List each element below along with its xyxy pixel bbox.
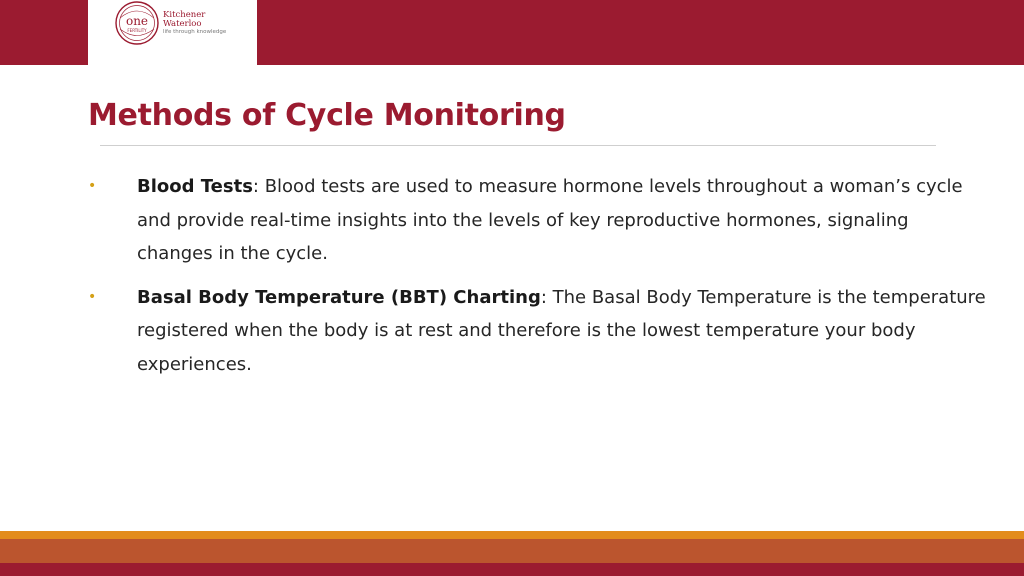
logo-tagline: life through knowledge <box>163 29 227 35</box>
logo-sub-wordmark: FERTILITY <box>127 28 147 33</box>
footer-stripe-rust <box>0 539 1024 563</box>
logo-city-line2: Waterloo <box>163 19 202 29</box>
title-divider <box>100 145 936 146</box>
bullet-term: Blood Tests <box>137 176 253 197</box>
bullet-text: : Blood tests are used to measure hormone levels throughout a woman’s cycle and provide real-time insights into the levels of key reproductive hormones, signaling changes in the cycle. <box>137 176 963 264</box>
logo-text <box>163 11 226 36</box>
bullet-item-bbt-charting <box>88 281 988 382</box>
slide-title: Methods of Cycle Monitoring <box>88 98 566 133</box>
footer-stripe-gold <box>0 531 1024 539</box>
bullet-text: : The Basal Body Temperature is the temperature registered when the body is at rest and therefore is the lowest temperature your body experiences. <box>137 286 986 375</box>
logo-city-line1: Kitchener <box>163 10 206 20</box>
logo-wordmark: one <box>125 14 149 28</box>
bullet-term: Basal Body Temperature (BBT) Charting <box>137 286 541 308</box>
footer-stripe-red <box>0 563 1024 576</box>
bullet-item-blood-tests <box>88 170 988 271</box>
one-fertility-logo-icon <box>111 0 163 50</box>
bullet-icon: • <box>88 178 97 194</box>
bullet-list <box>88 170 988 391</box>
bullet-icon: • <box>88 288 97 305</box>
